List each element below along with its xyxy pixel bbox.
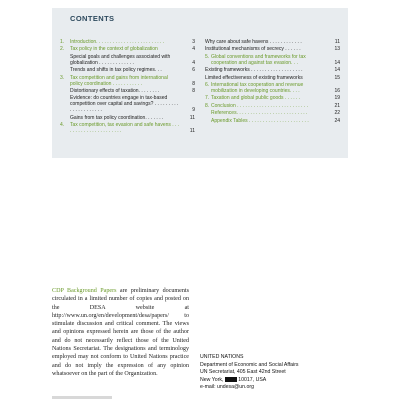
toc-entry-title: Trends and shifts in tax policy regimes. . . [70, 67, 162, 74]
toc-entry-number: 8. [205, 102, 210, 109]
toc-entry-title: Tax policy in the context of globalization [70, 46, 158, 53]
toc-entry-page: 15 [334, 74, 340, 81]
toc-entry-page: 21 [334, 102, 340, 109]
toc-entry-page: 19 [334, 95, 340, 102]
address-city-prefix: New York, [200, 376, 224, 383]
address-street: UN Secretariat, 405 East 42nd Street [200, 369, 286, 376]
toc-entry-page: 13 [334, 46, 340, 53]
toc-entry[interactable] [205, 95, 340, 101]
toc-entry[interactable] [205, 39, 340, 45]
disclaimer-text: are preliminary documents circulated in a limited number of copies and posted on the DESA website at http://www.un.org/en/development/desa/papers/ to stimulate discussion and critical comment. The views and opinions expressed herein are those of the author and do not necessarily reflect those of the United Nations Secretariat. The designations and terminology employed may not conform to United Nations practice and do not imply the expression of any opinion whatsoever on the part of the Organization. [52, 288, 189, 377]
address-dept: Department of Economic and Social Affairs [200, 361, 299, 368]
toc-entry[interactable] [205, 75, 340, 81]
toc-entry[interactable] [60, 115, 195, 121]
redaction-block [225, 377, 237, 382]
toc-entry-number: 1. [60, 39, 65, 45]
toc-entry[interactable] [60, 75, 195, 87]
address-org: UNITED NATIONS [200, 354, 244, 360]
address-city [200, 377, 299, 385]
contents-box [52, 8, 348, 158]
toc-entry-page: 11 [334, 39, 340, 45]
toc-entry-title: Introduction. . . . . . . . . . . . . . . . . . . . . . . . . [70, 39, 165, 45]
toc-entry-page: 14 [334, 67, 340, 74]
toc-entry[interactable] [60, 54, 195, 66]
toc-entry[interactable] [60, 67, 195, 73]
toc-entry-title: Conclusion . . . . . . . . . . . . . . . . . . . . . . . . . . [211, 102, 308, 109]
address-email: e-mail: undesa@un.org [200, 384, 255, 391]
toc-entry-number: 6. [205, 81, 210, 88]
toc-entry-title: Limited effectiveness of existing frameworks [205, 74, 303, 81]
contents-heading: CONTENTS [70, 14, 115, 23]
toc-entry-title: Tax competition and gains from international policy coordination . . . . . . . . . . . [70, 74, 168, 87]
address-city-postfix: 10017, USA [238, 376, 267, 383]
toc-entry[interactable] [205, 110, 340, 116]
toc-entry-page: 8 [192, 80, 195, 87]
toc-entry-page: 4 [192, 59, 195, 66]
toc-entry-title: References. . . . . . . . . . . . . . . . . . . . . . . . . . [211, 110, 308, 117]
toc-entry[interactable] [60, 46, 195, 52]
toc-entry-title: Tax competition, tax evasion and safe havens . . . . . . . . . . . . . . . . . . . . . . [70, 122, 180, 135]
toc-entry-page: 16 [334, 87, 340, 94]
footer-rule [52, 396, 112, 399]
toc-entry[interactable] [205, 103, 340, 109]
toc-entry-page: 11 [189, 114, 195, 121]
toc-entry[interactable] [60, 122, 195, 134]
toc-entry-number: 5. [205, 53, 210, 60]
toc-entry-title: Distortionary effects of taxation. . . . . . . . [70, 87, 160, 94]
toc-right-column [205, 39, 340, 125]
toc-entry[interactable] [205, 54, 340, 66]
toc-left-column [60, 39, 195, 136]
toc-entry[interactable] [205, 46, 340, 52]
toc-entry-page: 24 [334, 117, 340, 124]
toc-entry[interactable] [60, 39, 195, 45]
toc-entry[interactable] [205, 82, 340, 94]
toc-entry-page: 22 [334, 110, 340, 117]
toc-entry[interactable] [60, 88, 195, 94]
toc-entry-page: 4 [192, 46, 195, 53]
toc-entry[interactable] [205, 67, 340, 73]
publisher-address [200, 354, 299, 392]
toc-entry-title: Special goals and challenges associated with globalization . . . . . . . . . . . . . [70, 53, 171, 66]
toc-entry-title: Evidence: do countries engage in tax-based competition over capital and savings? . . . . . . . . . . . . . . . . . . . . . [70, 95, 179, 114]
toc-entry-page: 6 [192, 67, 195, 74]
toc-entry[interactable] [60, 95, 195, 113]
toc-entry-title: Appendix Tables . . . . . . . . . . . . . . . . . . . . . . [211, 117, 309, 124]
toc-entry[interactable] [205, 118, 340, 124]
toc-entry-title: Why care about safe havens . . . . . . . . . . . . [205, 39, 302, 45]
toc-entry-title: Existing frameworks . . . . . . . . . . . . . . . . . . . [205, 67, 303, 74]
toc-entry-number: 4. [60, 122, 65, 129]
toc-entry-number: 2. [60, 46, 65, 53]
series-name: CDP Background Papers [52, 288, 117, 294]
toc-entry-number: 3. [60, 74, 65, 81]
disclaimer-notice [52, 287, 189, 378]
toc-entry-page: 9 [192, 107, 195, 114]
toc-entry-page: 8 [192, 87, 195, 94]
toc-entry-title: Global conventions and frameworks for tax cooperation and against tax evasion. . . [211, 53, 306, 66]
toc-entry-title: Taxation and global public goods . . . . . . [211, 95, 301, 102]
toc-entry-title: Gains from tax policy coordination. . . . . . . [70, 114, 164, 121]
toc-entry-page: 14 [334, 59, 340, 66]
toc-entry-title: Institutional mechanisms of secrecy . . . . . . [205, 46, 301, 53]
toc-entry-number: 7. [205, 95, 210, 102]
toc-entry-page: 11 [189, 128, 195, 135]
toc-entry-page: 3 [192, 39, 195, 45]
toc-entry-title: International tax cooperation and revenue mobilization in developing countries. . . . [211, 81, 304, 94]
